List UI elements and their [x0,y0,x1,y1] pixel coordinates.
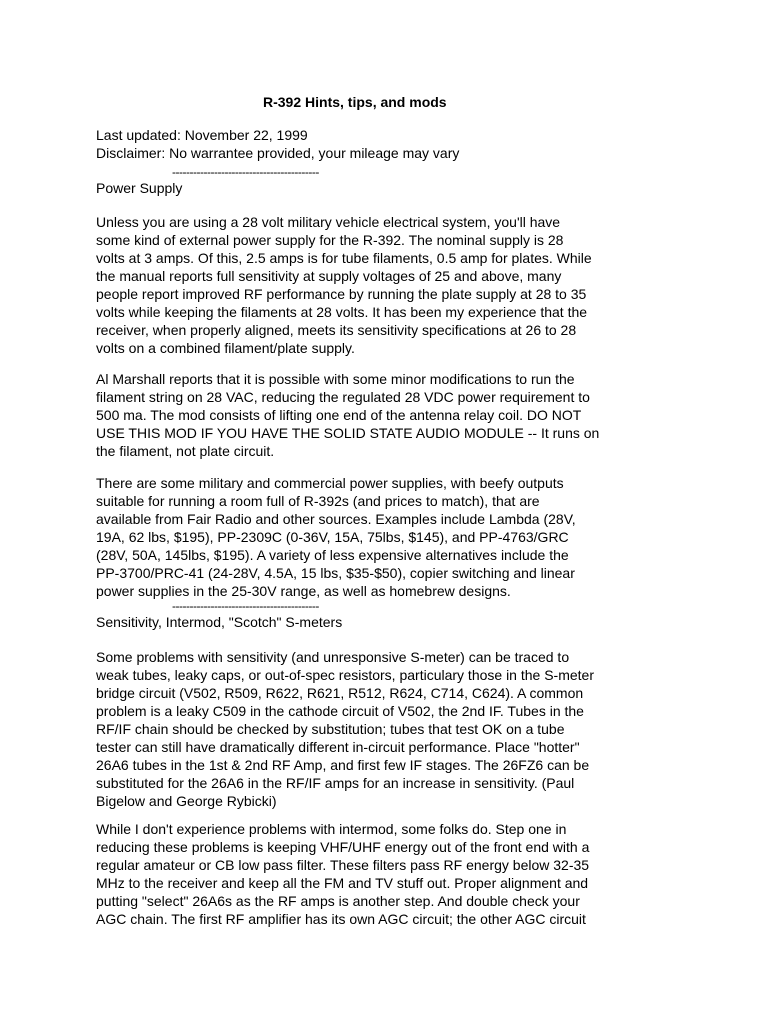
text-line: 19A, 62 lbs, $195), PP-2309C (0-36V, 15A, 75lbs, $145), and PP-4763/GRC [96,529,569,545]
text-line: (28V, 50A, 145lbs, $195). A variety of less expensive alternatives include the [96,547,569,563]
text-line: bridge circuit (V502, R509, R622, R621, R512, R624, C714, C624). A common [96,685,584,701]
section-heading-power-supply: Power Supply [96,180,183,196]
text-line: suitable for running a room full of R-392s (and prices to match), that are [96,493,540,509]
paragraph-power-supply-3 [96,474,626,600]
text-line: RF/IF chain should be checked by substitution; tubes that test OK on a tube [96,721,565,737]
text-line: some kind of external power supply for the R-392. The nominal supply is 28 [96,232,564,248]
text-line: receiver, when properly aligned, meets its sensitivity specifications at 26 to 28 [96,322,577,338]
separator: ------------------------------------------ [172,165,319,179]
text-line: regular amateur or CB low pass filter. These filters pass RF energy below 32-35 [96,857,590,873]
text-line: people report improved RF performance by running the plate supply at 28 to 35 [96,286,587,302]
text-line: 26A6 tubes in the 1st & 2nd RF Amp, and first few IF stages. The 26FZ6 can be [96,757,590,773]
text-line: Some problems with sensitivity (and unresponsive S-meter) can be traced to [96,649,570,665]
paragraph-power-supply-1 [96,213,626,357]
text-line: Unless you are using a 28 volt military vehicle electrical system, you'll have [96,214,561,230]
text-line: Bigelow and George Rybicki) [96,793,277,809]
text-line: PP-3700/PRC-41 (24-28V, 4.5A, 15 lbs, $35-$50), copier switching and linear [96,565,575,581]
text-line: While I don't experience problems with intermod, some folks do. Step one in [96,821,567,837]
text-line: the filament, not plate circuit. [96,443,275,459]
text-line: There are some military and commercial power supplies, with beefy outputs [96,475,564,491]
text-line: AGC chain. The first RF amplifier has its own AGC circuit; the other AGC circuit [96,911,586,927]
text-line: reducing these problems is keeping VHF/UHF energy out of the front end with a [96,839,590,855]
text-line: putting "select" 26A6s as the RF amps is another step. And double check your [96,893,580,909]
text-line: 500 ma. The mod consists of lifting one end of the antenna relay coil. DO NOT [96,407,582,423]
paragraph-sensitivity-1 [96,648,626,810]
disclaimer: Disclaimer: No warrantee provided, your mileage may vary [96,145,460,161]
section-heading-sensitivity: Sensitivity, Intermod, "Scotch" S-meters [96,614,343,630]
text-line: volts while keeping the filaments at 28 volts. It has been my experience that the [96,304,588,320]
text-line: MHz to the receiver and keep all the FM and TV stuff out. Proper alignment and [96,875,589,891]
text-line: problem is a leaky C509 in the cathode circuit of V502, the 2nd IF. Tubes in the [96,703,584,719]
separator: ------------------------------------------ [172,599,319,613]
text-line: available from Fair Radio and other sources. Examples include Lambda (28V, [96,511,576,527]
text-line: USE THIS MOD IF YOU HAVE THE SOLID STATE AUDIO MODULE -- It runs on [96,425,600,441]
document-title: R-392 Hints, tips, and mods [263,94,447,110]
text-line: filament string on 28 VAC, reducing the regulated 28 VDC power requirement to [96,389,590,405]
paragraph-sensitivity-2 [96,820,626,928]
text-line: the manual reports full sensitivity at supply voltages of 25 and above, many [96,268,562,284]
text-line: substituted for the 26A6 in the RF/IF amps for an increase in sensitivity. (Paul [96,775,575,791]
text-line: volts on a combined filament/plate supply. [96,340,355,356]
last-updated: Last updated: November 22, 1999 [96,127,308,143]
text-line: weak tubes, leaky caps, or out-of-spec resistors, particulary those in the S-meter [96,667,594,683]
text-line: tester can still have dramatically different in-circuit performance. Place "hotter" [96,739,580,755]
paragraph-power-supply-2 [96,370,626,460]
text-line: power supplies in the 25-30V range, as well as homebrew designs. [96,583,511,599]
text-line: Al Marshall reports that it is possible with some minor modifications to run the [96,371,575,387]
text-line: volts at 3 amps. Of this, 2.5 amps is for tube filaments, 0.5 amp for plates. While [96,250,592,266]
